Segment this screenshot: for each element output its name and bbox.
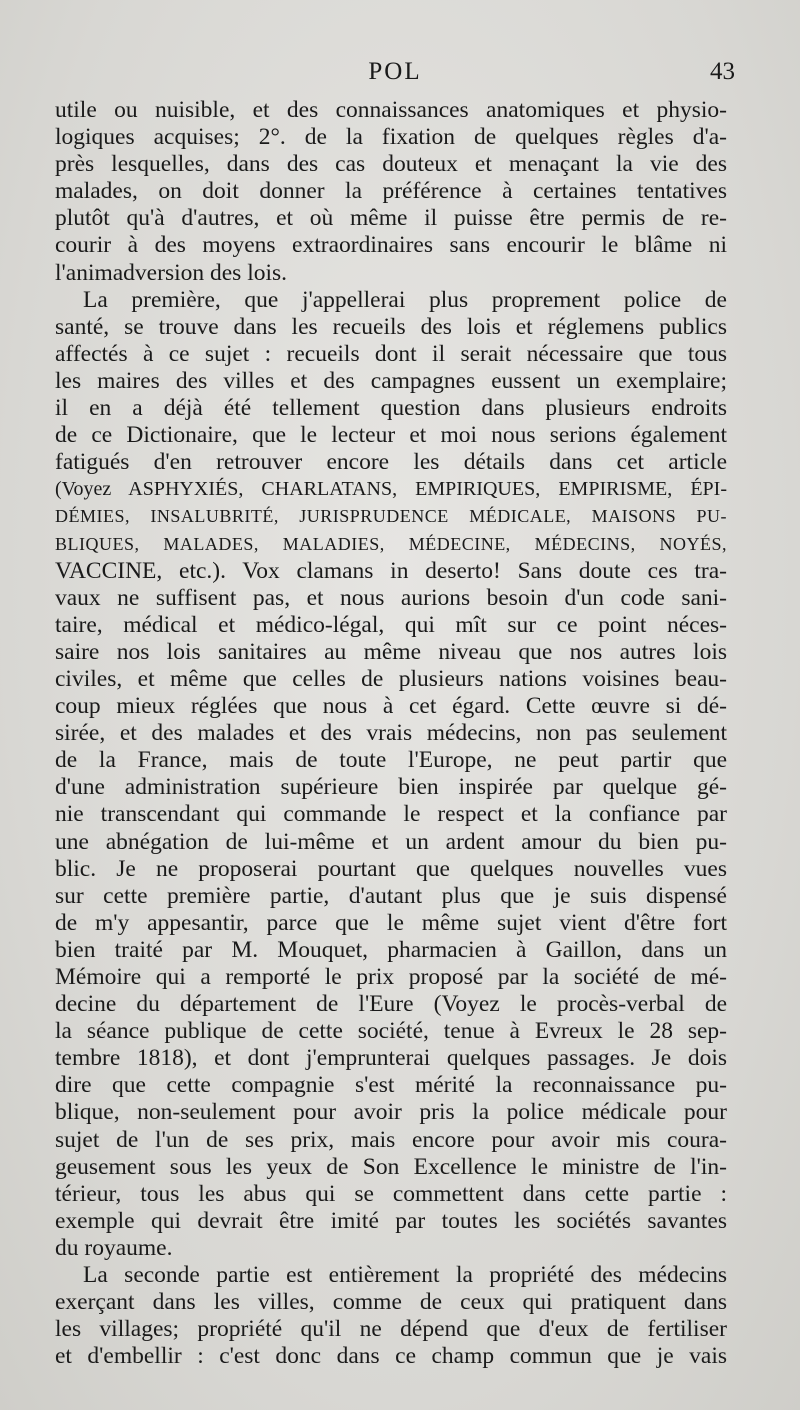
text-line: sirée, et des malades et des vrais médecins, non pas seulement	[55, 720, 727, 747]
text-line: plutôt qu'à d'autres, et où même il puisse être permis de re-	[55, 205, 727, 232]
text-line: vaux ne suffisent pas, et nous aurions besoin d'un code sani-	[55, 584, 727, 611]
text-line: et d'embellir : c'est donc dans ce champ commun que je vais	[55, 1343, 727, 1370]
paragraph-start-line: La seconde partie est entièrement la propriété des médecins	[83, 1262, 727, 1289]
text-line: logiques acquises; 2°. de la fixation de quelques règles d'a-	[55, 124, 727, 151]
paragraph-start-line: La première, que j'appellerai plus proprement police de	[83, 286, 727, 313]
text-line: près lesquelles, dans des cas douteux et menaçant la vie des	[55, 151, 727, 178]
text-line: exerçant dans les villes, comme de ceux qui pratiquent dans	[55, 1289, 727, 1316]
text-line: blique, non-seulement pour avoir pris la police médicale pour	[55, 1099, 727, 1126]
page-header	[55, 58, 735, 92]
text-line: sur cette première partie, d'autant plus que je suis dispensé	[55, 882, 727, 909]
text-line: d'une administration supérieure bien inspirée par quelque gé-	[55, 774, 727, 801]
text-line: taire, médical et médico-légal, qui mît sur ce point néces-	[55, 611, 727, 638]
text-line: térieur, tous les abus qui se commettent dans cette partie :	[55, 1180, 727, 1207]
text-line: blic. Je ne proposerai pourtant que quelques nouvelles vues	[55, 855, 727, 882]
text-line: une abnégation de lui-même et un ardent amour du bien pu-	[55, 828, 727, 855]
text-line: bien traité par M. Mouquet, pharmacien à Gaillon, dans un	[55, 936, 727, 963]
text-line: BLIQUES, MALADES, MALADIES, MÉDECINE, MÉDECINS, NOYÉS,	[55, 533, 727, 554]
text-line: utile ou nuisible, et des connaissances anatomiques et physio-	[55, 97, 727, 123]
text-line: civiles, et même que celles de plusieurs nations voisines beau-	[55, 665, 727, 692]
text-line: courir à des moyens extraordinaires sans encourir le blâme ni	[55, 232, 727, 259]
text-line: santé, se trouve dans les recueils des lois et réglemens publics	[55, 313, 727, 340]
text-line: VACCINE, etc.). Vox clamans in deserto! Sans doute ces tra-	[55, 557, 727, 584]
text-line: exemple qui devrait être imité par toutes les sociétés savantes	[55, 1207, 727, 1234]
text-line: sujet de l'un de ses prix, mais encore pour avoir mis coura-	[55, 1126, 727, 1153]
text-line: DÉMIES, INSALUBRITÉ, JURISPRUDENCE MÉDICALE, MAISONS PU-	[55, 506, 727, 527]
text-line: les villages; propriété qu'il ne dépend que d'eux de fertiliser	[55, 1316, 727, 1343]
text-line: dire que cette compagnie s'est mérité la reconnaissance pu-	[55, 1072, 727, 1099]
text-line: affectés à ce sujet : recueils dont il serait nécessaire que tous	[55, 340, 727, 367]
text-line: il en a déjà été tellement question dans plusieurs endroits	[55, 395, 727, 422]
text-line: decine du département de l'Eure (Voyez le procès-verbal de	[55, 991, 727, 1018]
text-line: nie transcendant qui commande le respect et la confiance par	[55, 801, 727, 828]
text-line: Mémoire qui a remporté le prix proposé par la société de mé-	[55, 964, 727, 990]
text-line: fatigués d'en retrouver encore les détails dans cet article	[55, 449, 727, 476]
text-line: du royaume.	[55, 1234, 173, 1261]
body-text	[55, 97, 727, 1370]
text-line: de ce Dictionaire, que le lecteur et moi nous serions également	[55, 422, 727, 449]
text-line: saire nos lois sanitaires au même niveau que nos autres lois	[55, 638, 727, 665]
text-line: malades, on doit donner la préférence à certaines tentatives	[55, 178, 727, 205]
text-line: (Voyez ASPHYXIÉS, CHARLATANS, EMPIRIQUES, EMPIRISME, ÉPI-	[55, 478, 727, 501]
text-line: l'animadversion des lois.	[55, 259, 288, 286]
running-head: POL	[368, 58, 422, 85]
text-line: la séance publique de cette société, tenue à Evreux le 28 sep-	[55, 1018, 727, 1045]
page-number: 43	[710, 58, 735, 85]
text-line: coup mieux réglées que nous à cet égard. Cette œuvre si dé-	[55, 693, 727, 720]
text-line: geusement sous les yeux de Son Excellence le ministre de l'in-	[55, 1153, 727, 1180]
text-line: de m'y appesantir, parce que le même sujet vient d'être fort	[55, 909, 727, 936]
text-line: les maires des villes et des campagnes eussent un exemplaire;	[55, 367, 727, 394]
text-line: de la France, mais de toute l'Europe, ne peut partir que	[55, 747, 727, 774]
text-line: tembre 1818), et dont j'emprunterai quelques passages. Je dois	[55, 1045, 727, 1072]
